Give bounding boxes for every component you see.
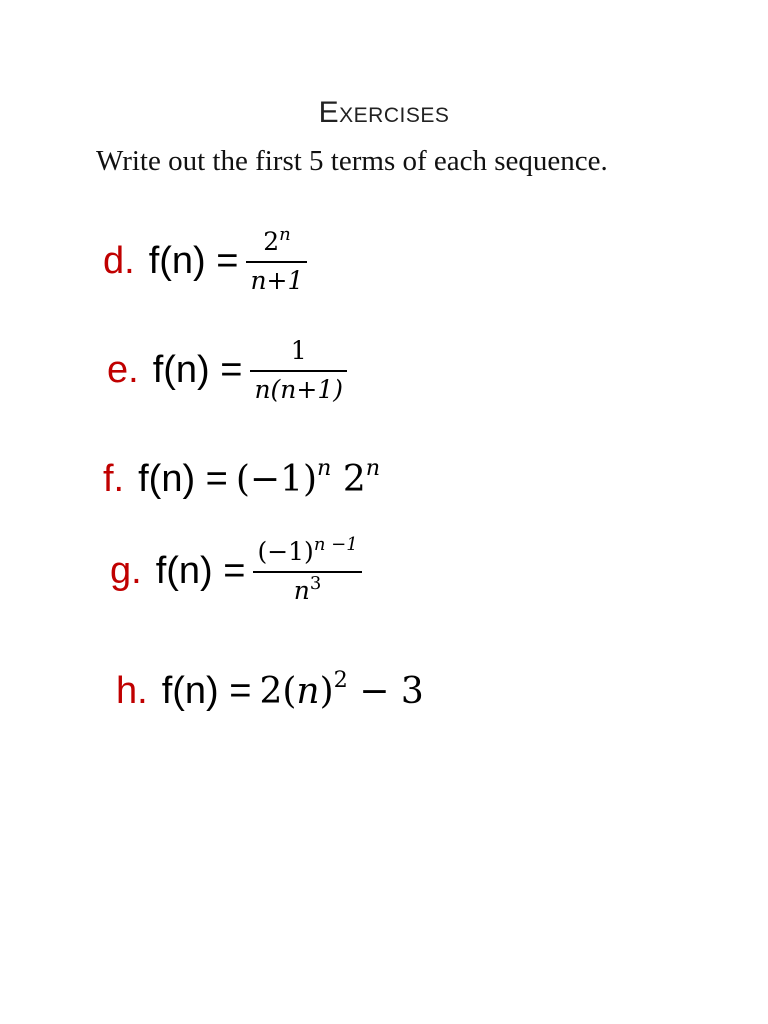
numerator-exponent: n −1 — [313, 534, 358, 556]
instruction-text: Write out the first 5 terms of each sequence. — [96, 145, 608, 177]
fraction — [253, 534, 361, 606]
denominator — [290, 573, 326, 606]
function-label: f(n) = — [138, 458, 228, 500]
exercise-d — [103, 224, 307, 296]
exercise-letter: h. — [116, 670, 148, 712]
exercise-letter: f. — [103, 458, 125, 500]
numerator-base: 2 — [263, 227, 280, 256]
numerator — [253, 534, 361, 571]
exercise-f — [103, 454, 381, 501]
exercise-h — [116, 666, 424, 713]
numerator — [259, 224, 295, 261]
fraction — [246, 224, 307, 296]
denominator: n(n+1) — [254, 374, 344, 404]
expr-exponent: 2 — [333, 666, 348, 693]
denominator-exponent: 3 — [309, 572, 322, 594]
expr-prefix: 2( — [259, 671, 297, 712]
exercise-letter: d. — [103, 240, 135, 283]
expr-tail: − 3 — [347, 671, 424, 712]
numerator-base: (−1) — [257, 537, 314, 566]
function-label: f(n) = — [155, 550, 246, 593]
numerator-exponent: n — [279, 224, 291, 246]
exercise-e — [107, 337, 347, 405]
term-exponent: n — [365, 454, 381, 481]
denominator-base: n — [293, 575, 310, 605]
denominator: n+1 — [250, 265, 304, 295]
expr-variable: n — [296, 671, 320, 712]
function-label: f(n) = — [152, 349, 243, 392]
term-base: 2 — [342, 459, 366, 500]
function-label: f(n) = — [161, 670, 252, 712]
exercise-letter: e. — [107, 349, 139, 392]
function-label: f(n) = — [148, 240, 239, 283]
expression — [235, 454, 381, 500]
exercise-letter: g. — [110, 550, 142, 593]
term-base: (−1) — [235, 459, 318, 500]
expr-close: ) — [319, 671, 334, 712]
term-exponent: n — [317, 454, 332, 481]
fraction — [250, 337, 347, 405]
numerator: 1 — [290, 336, 307, 365]
exercise-g — [110, 534, 362, 606]
expression — [259, 666, 424, 712]
page-title: Exercises — [318, 96, 450, 129]
